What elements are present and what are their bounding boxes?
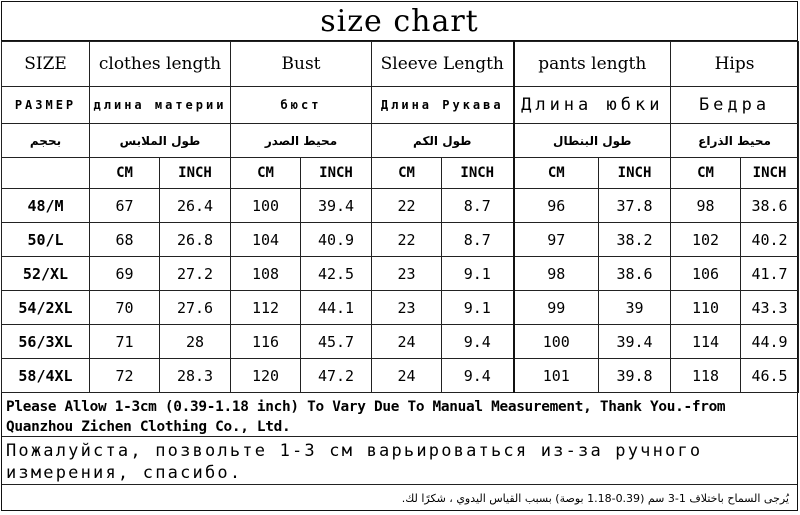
measurement-cell: 72 <box>90 359 160 393</box>
header-pants-length-ar: طول البنطال <box>514 124 671 158</box>
measurement-cell: 108 <box>231 257 301 291</box>
measurement-cell: 67 <box>90 189 160 223</box>
unit-cell: INCH <box>442 158 514 189</box>
size-cell: 56/3XL <box>2 325 90 359</box>
table-row <box>2 291 799 325</box>
table-row <box>2 189 799 223</box>
header-size: SIZE <box>2 42 90 87</box>
header-sleeve-length-ar: طول الكم <box>372 124 514 158</box>
measurement-cell: 38.6 <box>741 189 799 223</box>
measurement-cell: 9.1 <box>442 291 514 325</box>
measurement-cell: 23 <box>372 291 442 325</box>
unit-cell: CM <box>231 158 301 189</box>
size-cell: 52/XL <box>2 257 90 291</box>
header-pants-length: pants length <box>514 42 671 87</box>
measurement-cell: 71 <box>90 325 160 359</box>
measurement-cell: 104 <box>231 223 301 257</box>
measurement-cell: 99 <box>514 291 599 325</box>
size-rows <box>2 189 799 393</box>
measurement-cell: 116 <box>231 325 301 359</box>
measurement-cell: 101 <box>514 359 599 393</box>
header-bust-ru: бюст <box>231 87 372 124</box>
measurement-cell: 97 <box>514 223 599 257</box>
header-size-ru: РАЗМЕР <box>2 87 90 124</box>
measurement-note-russian: Пожалуйста, позвольте 1-3 см варьироваться из-за ручного измерения, спасибо. <box>2 437 797 485</box>
units-row <box>2 158 799 189</box>
measurement-cell: 9.1 <box>442 257 514 291</box>
header-clothes-length: clothes length <box>90 42 231 87</box>
measurement-cell: 68 <box>90 223 160 257</box>
unit-cell: INCH <box>160 158 231 189</box>
unit-cell: INCH <box>301 158 372 189</box>
units-blank <box>2 158 90 189</box>
measurement-cell: 8.7 <box>442 223 514 257</box>
table-row <box>2 325 799 359</box>
header-size-ar: بحجم <box>2 124 90 158</box>
size-cell: 48/M <box>2 189 90 223</box>
header-clothes-length-ru: длина материи <box>90 87 231 124</box>
measurement-cell: 38.2 <box>599 223 671 257</box>
unit-cell: CM <box>372 158 442 189</box>
measurement-cell: 26.4 <box>160 189 231 223</box>
measurement-cell: 47.2 <box>301 359 372 393</box>
measurement-cell: 40.9 <box>301 223 372 257</box>
header-sleeve-length-ru: Длина Рукава <box>372 87 514 124</box>
measurement-cell: 39 <box>599 291 671 325</box>
measurement-cell: 44.1 <box>301 291 372 325</box>
header-row-russian <box>2 87 799 124</box>
measurement-cell: 39.4 <box>599 325 671 359</box>
measurement-cell: 9.4 <box>442 359 514 393</box>
measurement-cell: 22 <box>372 189 442 223</box>
measurement-cell: 39.8 <box>599 359 671 393</box>
measurement-cell: 38.6 <box>599 257 671 291</box>
measurement-cell: 22 <box>372 223 442 257</box>
table-row <box>2 359 799 393</box>
measurement-cell: 44.9 <box>741 325 799 359</box>
header-hips-ru: Бедра <box>671 87 799 124</box>
measurement-cell: 118 <box>671 359 741 393</box>
measurement-cell: 23 <box>372 257 442 291</box>
unit-cell: CM <box>514 158 599 189</box>
measurement-cell: 69 <box>90 257 160 291</box>
measurement-cell: 41.7 <box>741 257 799 291</box>
measurement-cell: 70 <box>90 291 160 325</box>
header-bust-ar: محيط الصدر <box>231 124 372 158</box>
header-sleeve-length: Sleeve Length <box>372 42 514 87</box>
size-cell: 58/4XL <box>2 359 90 393</box>
measurement-cell: 24 <box>372 325 442 359</box>
size-cell: 50/L <box>2 223 90 257</box>
measurement-note-arabic: يُرجى السماح باختلاف 1-3 سم (0.39-1.18 بوصة) بسبب القياس اليدوي ، شكرًا لك. <box>401 492 789 505</box>
measurement-cell: 9.4 <box>442 325 514 359</box>
measurement-cell: 24 <box>372 359 442 393</box>
measurement-cell: 98 <box>514 257 599 291</box>
measurement-cell: 45.7 <box>301 325 372 359</box>
measurement-cell: 8.7 <box>442 189 514 223</box>
measurement-cell: 98 <box>671 189 741 223</box>
header-row-english <box>2 42 799 87</box>
header-pants-length-ru: Длина юбки <box>514 87 671 124</box>
unit-cell: CM <box>90 158 160 189</box>
measurement-cell: 114 <box>671 325 741 359</box>
header-clothes-length-ar: طول الملابس <box>90 124 231 158</box>
table-row <box>2 257 799 291</box>
measurement-cell: 100 <box>514 325 599 359</box>
measurement-cell: 102 <box>671 223 741 257</box>
header-hips: Hips <box>671 42 799 87</box>
measurement-cell: 27.6 <box>160 291 231 325</box>
unit-cell: CM <box>671 158 741 189</box>
size-chart-sheet <box>1 1 798 511</box>
measurement-cell: 120 <box>231 359 301 393</box>
measurement-cell: 43.3 <box>741 291 799 325</box>
measurement-cell: 106 <box>671 257 741 291</box>
measurement-cell: 39.4 <box>301 189 372 223</box>
measurement-cell: 28 <box>160 325 231 359</box>
unit-cell: INCH <box>741 158 799 189</box>
measurement-cell: 40.2 <box>741 223 799 257</box>
measurement-cell: 27.2 <box>160 257 231 291</box>
measurement-cell: 37.8 <box>599 189 671 223</box>
size-cell: 54/2XL <box>2 291 90 325</box>
measurement-cell: 110 <box>671 291 741 325</box>
table-row <box>2 223 799 257</box>
measurement-note-english: Please Allow 1-3cm (0.39-1.18 inch) To Vary Due To Manual Measurement, Thank You.-from Quanzhou Zichen Clothing Co., Ltd. <box>2 393 797 437</box>
measurement-cell: 28.3 <box>160 359 231 393</box>
header-bust: Bust <box>231 42 372 87</box>
header-row-arabic <box>2 124 799 158</box>
measurement-cell: 112 <box>231 291 301 325</box>
measurement-cell: 26.8 <box>160 223 231 257</box>
page-title: size chart <box>2 2 797 41</box>
header-hips-ar: محيط الذراع <box>671 124 799 158</box>
size-table <box>1 41 799 393</box>
unit-cell: INCH <box>599 158 671 189</box>
measurement-cell: 46.5 <box>741 359 799 393</box>
measurement-cell: 100 <box>231 189 301 223</box>
measurement-cell: 42.5 <box>301 257 372 291</box>
measurement-cell: 96 <box>514 189 599 223</box>
